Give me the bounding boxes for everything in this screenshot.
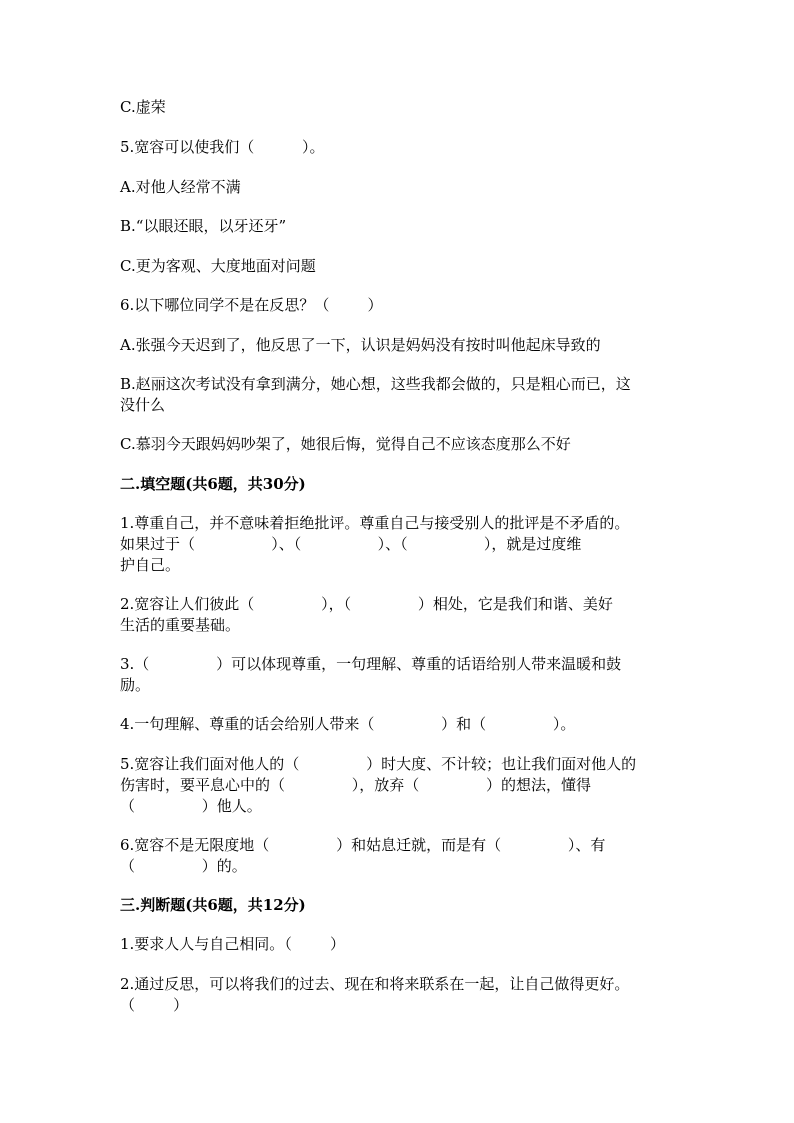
section-heading-true-false: 三.判断题(共6题，共12分) (120, 896, 306, 914)
question-6-option-a: A.张强今天迟到了，他反思了一下，认识是妈妈没有按时叫他起床导致的 (120, 336, 601, 354)
fill-question-4: 4.一句理解、尊重的话会给别人带来（ ）和（ ）。 (120, 715, 576, 733)
question-5-option-a: A.对他人经常不满 (120, 178, 241, 196)
judge-question-2-line2: （ ） (120, 996, 189, 1014)
fill-question-2-line1: 2.宽容让人们彼此（ ），（ ）相处，它是我们和谐、美好 (120, 595, 613, 613)
question-6-option-b-line2: 没什么 (120, 396, 166, 414)
fill-question-1-line3: 护自己。 (120, 556, 181, 574)
fill-question-5-line1: 5.宽容让我们面对他人的（ ）时大度、不计较；也让我们面对他人的 (120, 755, 637, 773)
fill-question-1-line2: 如果过于（ ）、（ ）、（ ），就是过度维 (120, 535, 582, 553)
fill-question-1-line1: 1.尊重自己，并不意味着拒绝批评。尊重自己与接受别人的批评是不矛盾的。 (120, 514, 630, 532)
question-5-option-c: C.更为客观、大度地面对问题 (120, 257, 316, 275)
fill-question-5-line2: 伤害时，要平息心中的（ ），放弃（ ）的想法，懂得 (120, 776, 592, 794)
option-5-c-prev: C.虚荣 (120, 98, 166, 116)
question-6: 6.以下哪位同学不是在反思？（ ） (120, 296, 383, 314)
question-5: 5.宽容可以使我们（ ）。 (120, 138, 325, 156)
question-6-option-b-line1: B.赵丽这次考试没有拿到满分，她心想，这些我都会做的，只是粗心而已，这 (120, 375, 631, 393)
fill-question-2-line2: 生活的重要基础。 (120, 616, 241, 634)
fill-question-3-line2: 励。 (120, 676, 151, 694)
fill-question-5-line3: （ ）他人。 (120, 797, 262, 815)
judge-question-1: 1.要求人人与自己相同。（ ） (120, 935, 345, 953)
question-6-option-c: C.慕羽今天跟妈妈吵架了，她很后悔，觉得自己不应该态度那么不好 (120, 435, 571, 453)
judge-question-2-line1: 2.通过反思，可以将我们的过去、现在和将来联系在一起，让自己做得更好。 (120, 975, 630, 993)
fill-question-3-line1: 3.（ ）可以体现尊重，一句理解、尊重的话语给别人带来温暖和鼓 (120, 655, 622, 673)
section-heading-fill-in: 二.填空题(共6题，共30分) (120, 475, 306, 493)
fill-question-6-line1: 6.宽容不是无限度地（ ）和姑息迁就，而是有（ ）、有 (120, 836, 606, 854)
fill-question-6-line2: （ ）的。 (120, 857, 247, 875)
question-5-option-b: B.“以眼还眼，以牙还牙” (120, 217, 287, 235)
